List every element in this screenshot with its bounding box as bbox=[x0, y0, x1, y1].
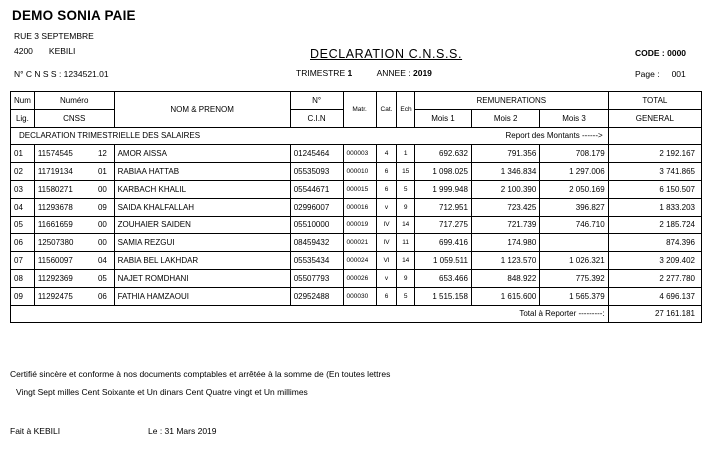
row-mois2: 2 100.390 bbox=[471, 180, 539, 198]
row-ech: 9 bbox=[397, 198, 415, 216]
header-numero: Numéro bbox=[34, 92, 114, 110]
row-cle: 09 bbox=[91, 198, 114, 216]
row-cat: v bbox=[376, 269, 397, 287]
row-mois1: 717.275 bbox=[414, 216, 471, 234]
row-cnss: 11560097 bbox=[34, 252, 91, 270]
row-cnss: 12507380 bbox=[34, 234, 91, 252]
row-mois3: 1 026.321 bbox=[540, 252, 608, 270]
row-mois2: 1 615.600 bbox=[471, 287, 539, 305]
row-lig: 08 bbox=[11, 269, 35, 287]
row-nom: AMOR AISSA bbox=[114, 145, 290, 163]
amount-in-words: Vingt Sept milles Cent Soixante et Un dinars Cent Quatre vingt et Un millimes bbox=[16, 387, 308, 397]
row-ech: 1 bbox=[397, 145, 415, 163]
row-cle: 04 bbox=[91, 252, 114, 270]
row-cle: 12 bbox=[91, 145, 114, 163]
row-ech: 14 bbox=[397, 252, 415, 270]
row-matr: 000030 bbox=[343, 287, 376, 305]
row-cin: 05535434 bbox=[290, 252, 343, 270]
row-mois3 bbox=[540, 234, 608, 252]
report-label: Report des Montants ------> bbox=[505, 131, 603, 141]
table-row bbox=[11, 145, 702, 163]
company-address: RUE 3 SEPTEMBRE bbox=[14, 31, 94, 41]
row-lig: 07 bbox=[11, 252, 35, 270]
row-mois1: 1 059.511 bbox=[414, 252, 471, 270]
header-nom: NOM & PRENOM bbox=[114, 92, 290, 128]
header-total-top: TOTAL bbox=[608, 92, 701, 110]
row-lig: 05 bbox=[11, 216, 35, 234]
row-cle: 05 bbox=[91, 269, 114, 287]
report-value bbox=[608, 127, 701, 145]
row-matr: 000019 bbox=[343, 216, 376, 234]
row-cnss: 11292475 bbox=[34, 287, 91, 305]
row-nom: ZOUHAIER SAIDEN bbox=[114, 216, 290, 234]
row-mois2: 723.425 bbox=[471, 198, 539, 216]
annee-label: ANNEE : bbox=[376, 68, 411, 78]
trimestre-annee bbox=[296, 68, 432, 78]
row-cat: 6 bbox=[376, 180, 397, 198]
row-mois1: 653.466 bbox=[414, 269, 471, 287]
code-label: CODE : bbox=[635, 48, 665, 58]
row-mois1: 692.632 bbox=[414, 145, 471, 163]
city: KEBILI bbox=[48, 46, 76, 56]
row-cle: 00 bbox=[91, 180, 114, 198]
row-lig: 01 bbox=[11, 145, 35, 163]
header-cin-top: N° bbox=[290, 92, 343, 110]
row-cnss: 11292369 bbox=[34, 269, 91, 287]
row-cnss: 11574545 bbox=[34, 145, 91, 163]
row-matr: 000024 bbox=[343, 252, 376, 270]
row-cin: 05544671 bbox=[290, 180, 343, 198]
company-name: DEMO SONIA PAIE bbox=[12, 8, 136, 23]
row-matr: 000016 bbox=[343, 198, 376, 216]
table-row bbox=[11, 287, 702, 305]
row-ech: 15 bbox=[397, 163, 415, 181]
document-title: DECLARATION C.N.S.S. bbox=[310, 47, 463, 61]
row-total: 1 833.203 bbox=[608, 198, 701, 216]
row-cle: 00 bbox=[91, 216, 114, 234]
declaration-table bbox=[10, 91, 702, 323]
declaration-label: DECLARATION TRIMESTRIELLE DES SALAIRES bbox=[19, 131, 201, 141]
row-nom: SAMIA REZGUI bbox=[114, 234, 290, 252]
row-total: 2 185.724 bbox=[608, 216, 701, 234]
row-lig: 02 bbox=[11, 163, 35, 181]
header-num: Num bbox=[11, 92, 35, 110]
row-nom: SAIDA KHALFALLAH bbox=[114, 198, 290, 216]
row-matr: 000010 bbox=[343, 163, 376, 181]
table-row bbox=[11, 163, 702, 181]
row-mois2: 791.356 bbox=[471, 145, 539, 163]
annee-value: 2019 bbox=[413, 68, 432, 78]
page-indicator bbox=[635, 69, 686, 79]
header-matr: Matr. bbox=[343, 92, 376, 128]
cnss-number: N° C N S S : 1234521.01 bbox=[14, 69, 109, 79]
row-cnss: 11580271 bbox=[34, 180, 91, 198]
row-mois3: 396.827 bbox=[540, 198, 608, 216]
row-ech: 5 bbox=[397, 180, 415, 198]
row-lig: 04 bbox=[11, 198, 35, 216]
header-cin-bottom: C.I.N bbox=[290, 109, 343, 127]
row-mois1: 1 515.158 bbox=[414, 287, 471, 305]
row-cat: IV bbox=[376, 234, 397, 252]
trimestre-value: 1 bbox=[347, 68, 353, 78]
row-mois1: 1 098.025 bbox=[414, 163, 471, 181]
page-label: Page : bbox=[635, 69, 660, 79]
header-mois3: Mois 3 bbox=[540, 109, 608, 127]
row-cle: 01 bbox=[91, 163, 114, 181]
row-lig: 09 bbox=[11, 287, 35, 305]
row-ech: 9 bbox=[397, 269, 415, 287]
table-row bbox=[11, 252, 702, 270]
row-cin: 05535093 bbox=[290, 163, 343, 181]
row-cnss: 11719134 bbox=[34, 163, 91, 181]
row-mois2: 848.922 bbox=[471, 269, 539, 287]
row-ech: 14 bbox=[397, 216, 415, 234]
row-cin: 02952488 bbox=[290, 287, 343, 305]
row-mois3: 2 050.169 bbox=[540, 180, 608, 198]
header-mois2: Mois 2 bbox=[471, 109, 539, 127]
row-mois3: 1 565.379 bbox=[540, 287, 608, 305]
header-mois1: Mois 1 bbox=[414, 109, 471, 127]
row-cle: 00 bbox=[91, 234, 114, 252]
row-mois1: 712.951 bbox=[414, 198, 471, 216]
row-mois3: 708.179 bbox=[540, 145, 608, 163]
row-mois3: 746.710 bbox=[540, 216, 608, 234]
row-cin: 05510000 bbox=[290, 216, 343, 234]
header-lig: Lig. bbox=[11, 109, 35, 127]
row-matr: 000021 bbox=[343, 234, 376, 252]
header-cnss: CNSS bbox=[34, 109, 114, 127]
row-cin: 05507793 bbox=[290, 269, 343, 287]
row-ech: 5 bbox=[397, 287, 415, 305]
header-total-bottom: GENERAL bbox=[608, 109, 701, 127]
row-total: 3 209.402 bbox=[608, 252, 701, 270]
table-row bbox=[11, 269, 702, 287]
total-value: 27 161.181 bbox=[608, 305, 701, 323]
row-mois3: 775.392 bbox=[540, 269, 608, 287]
row-nom: FATHIA HAMZAOUI bbox=[114, 287, 290, 305]
date-le: Le : 31 Mars 2019 bbox=[148, 426, 217, 436]
row-cat: VI bbox=[376, 252, 397, 270]
fait-a: Fait à KEBILI bbox=[10, 426, 61, 436]
row-ech: 11 bbox=[397, 234, 415, 252]
postal-code: 4200 bbox=[14, 46, 33, 56]
row-cat: 6 bbox=[376, 163, 397, 181]
row-cat: 6 bbox=[376, 287, 397, 305]
row-cnss: 11293678 bbox=[34, 198, 91, 216]
header-remunerations: REMUNERATIONS bbox=[414, 92, 608, 110]
row-cat: v bbox=[376, 198, 397, 216]
table-row bbox=[11, 234, 702, 252]
row-matr: 000026 bbox=[343, 269, 376, 287]
table-row bbox=[11, 216, 702, 234]
row-mois2: 721.739 bbox=[471, 216, 539, 234]
header-cat: Cat. bbox=[376, 92, 397, 128]
row-cin: 02996007 bbox=[290, 198, 343, 216]
row-nom: RABIA BEL LAKHDAR bbox=[114, 252, 290, 270]
row-total: 2 277.780 bbox=[608, 269, 701, 287]
row-mois1: 1 999.948 bbox=[414, 180, 471, 198]
row-lig: 03 bbox=[11, 180, 35, 198]
total-label: Total à Reporter ---------: bbox=[519, 309, 605, 319]
total-label-cell bbox=[11, 305, 609, 323]
code bbox=[635, 48, 686, 58]
trimestre-label: TRIMESTRE bbox=[296, 68, 346, 78]
row-total: 874.396 bbox=[608, 234, 701, 252]
row-mois2: 174.980 bbox=[471, 234, 539, 252]
table-row bbox=[11, 198, 702, 216]
row-cin: 01245464 bbox=[290, 145, 343, 163]
row-total: 4 696.137 bbox=[608, 287, 701, 305]
header-ech: Ech bbox=[397, 92, 415, 128]
row-mois3: 1 297.006 bbox=[540, 163, 608, 181]
row-total: 2 192.167 bbox=[608, 145, 701, 163]
row-nom: NAJET ROMDHANI bbox=[114, 269, 290, 287]
row-mois2: 1 123.570 bbox=[471, 252, 539, 270]
row-cle: 06 bbox=[91, 287, 114, 305]
row-cnss: 11661659 bbox=[34, 216, 91, 234]
declaration-row bbox=[11, 127, 609, 145]
certification-text: Certifié sincère et conforme à nos documents comptables et arrêtée à la somme de (En toutes lettres bbox=[10, 369, 391, 379]
row-total: 3 741.865 bbox=[608, 163, 701, 181]
row-nom: RABIAA HATTAB bbox=[114, 163, 290, 181]
row-total: 6 150.507 bbox=[608, 180, 701, 198]
page-value: 001 bbox=[671, 69, 686, 79]
row-mois1: 699.416 bbox=[414, 234, 471, 252]
row-nom: KARBACH KHALIL bbox=[114, 180, 290, 198]
row-cat: IV bbox=[376, 216, 397, 234]
row-matr: 000003 bbox=[343, 145, 376, 163]
row-cin: 08459432 bbox=[290, 234, 343, 252]
row-matr: 000015 bbox=[343, 180, 376, 198]
company-postal-city bbox=[14, 46, 75, 56]
code-value: 0000 bbox=[667, 48, 687, 58]
row-lig: 06 bbox=[11, 234, 35, 252]
row-mois2: 1 346.834 bbox=[471, 163, 539, 181]
table-row bbox=[11, 180, 702, 198]
row-cat: 4 bbox=[376, 145, 397, 163]
